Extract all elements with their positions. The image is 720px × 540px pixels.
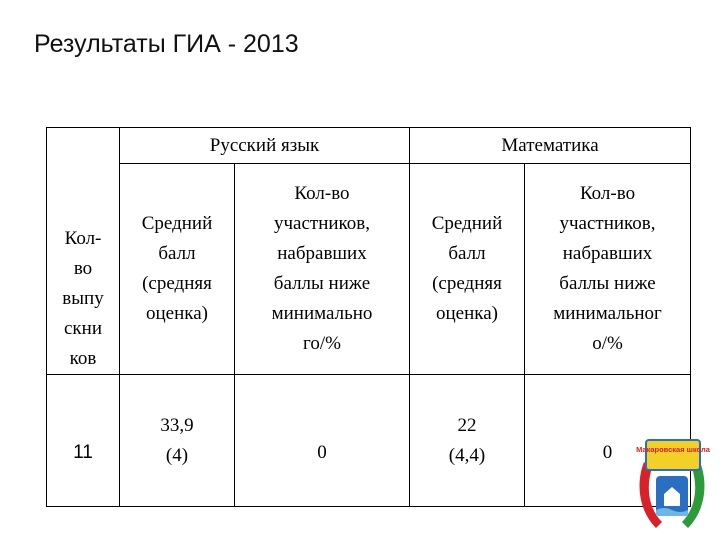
cell-graduates: 11 [47, 375, 120, 507]
column-header-math-below [525, 164, 691, 375]
table-group-header-row [47, 128, 691, 164]
group-header-math: Математика [410, 128, 691, 164]
cell-math-avg-text: 22 (4,4) [448, 414, 486, 466]
cell-ru-avg-text: 33,9 (4) [160, 414, 194, 466]
column-header-ru-avg-text: Средний балл (средняя оценка) [141, 213, 213, 324]
column-header-math-below-text: Кол-во участников, набравших баллы ниже минимальног о/% [553, 183, 662, 354]
group-header-russian: Русский язык [120, 128, 410, 164]
cell-ru-avg [120, 375, 235, 507]
column-header-ru-below [235, 164, 410, 375]
results-table [46, 127, 691, 507]
table-row [47, 375, 691, 507]
cell-math-avg [410, 375, 525, 507]
school-logo [630, 432, 714, 536]
column-header-graduates: Кол- во выпу скни ков [62, 228, 104, 369]
column-header-ru-avg [120, 164, 235, 375]
header-cell-graduates [47, 128, 120, 375]
cell-ru-below: 0 [235, 375, 410, 507]
logo-banner-text: Макаровская школа [636, 445, 710, 454]
column-header-math-avg [410, 164, 525, 375]
column-header-math-avg-text: Средний балл (средняя оценка) [431, 213, 503, 324]
page-title: Результаты ГИА - 2013 [34, 30, 299, 58]
table-column-header-row [47, 164, 691, 375]
column-header-ru-below-text: Кол-во участников, набравших баллы ниже минимально го/% [271, 183, 373, 354]
cell-math-below: 0 [525, 375, 691, 507]
